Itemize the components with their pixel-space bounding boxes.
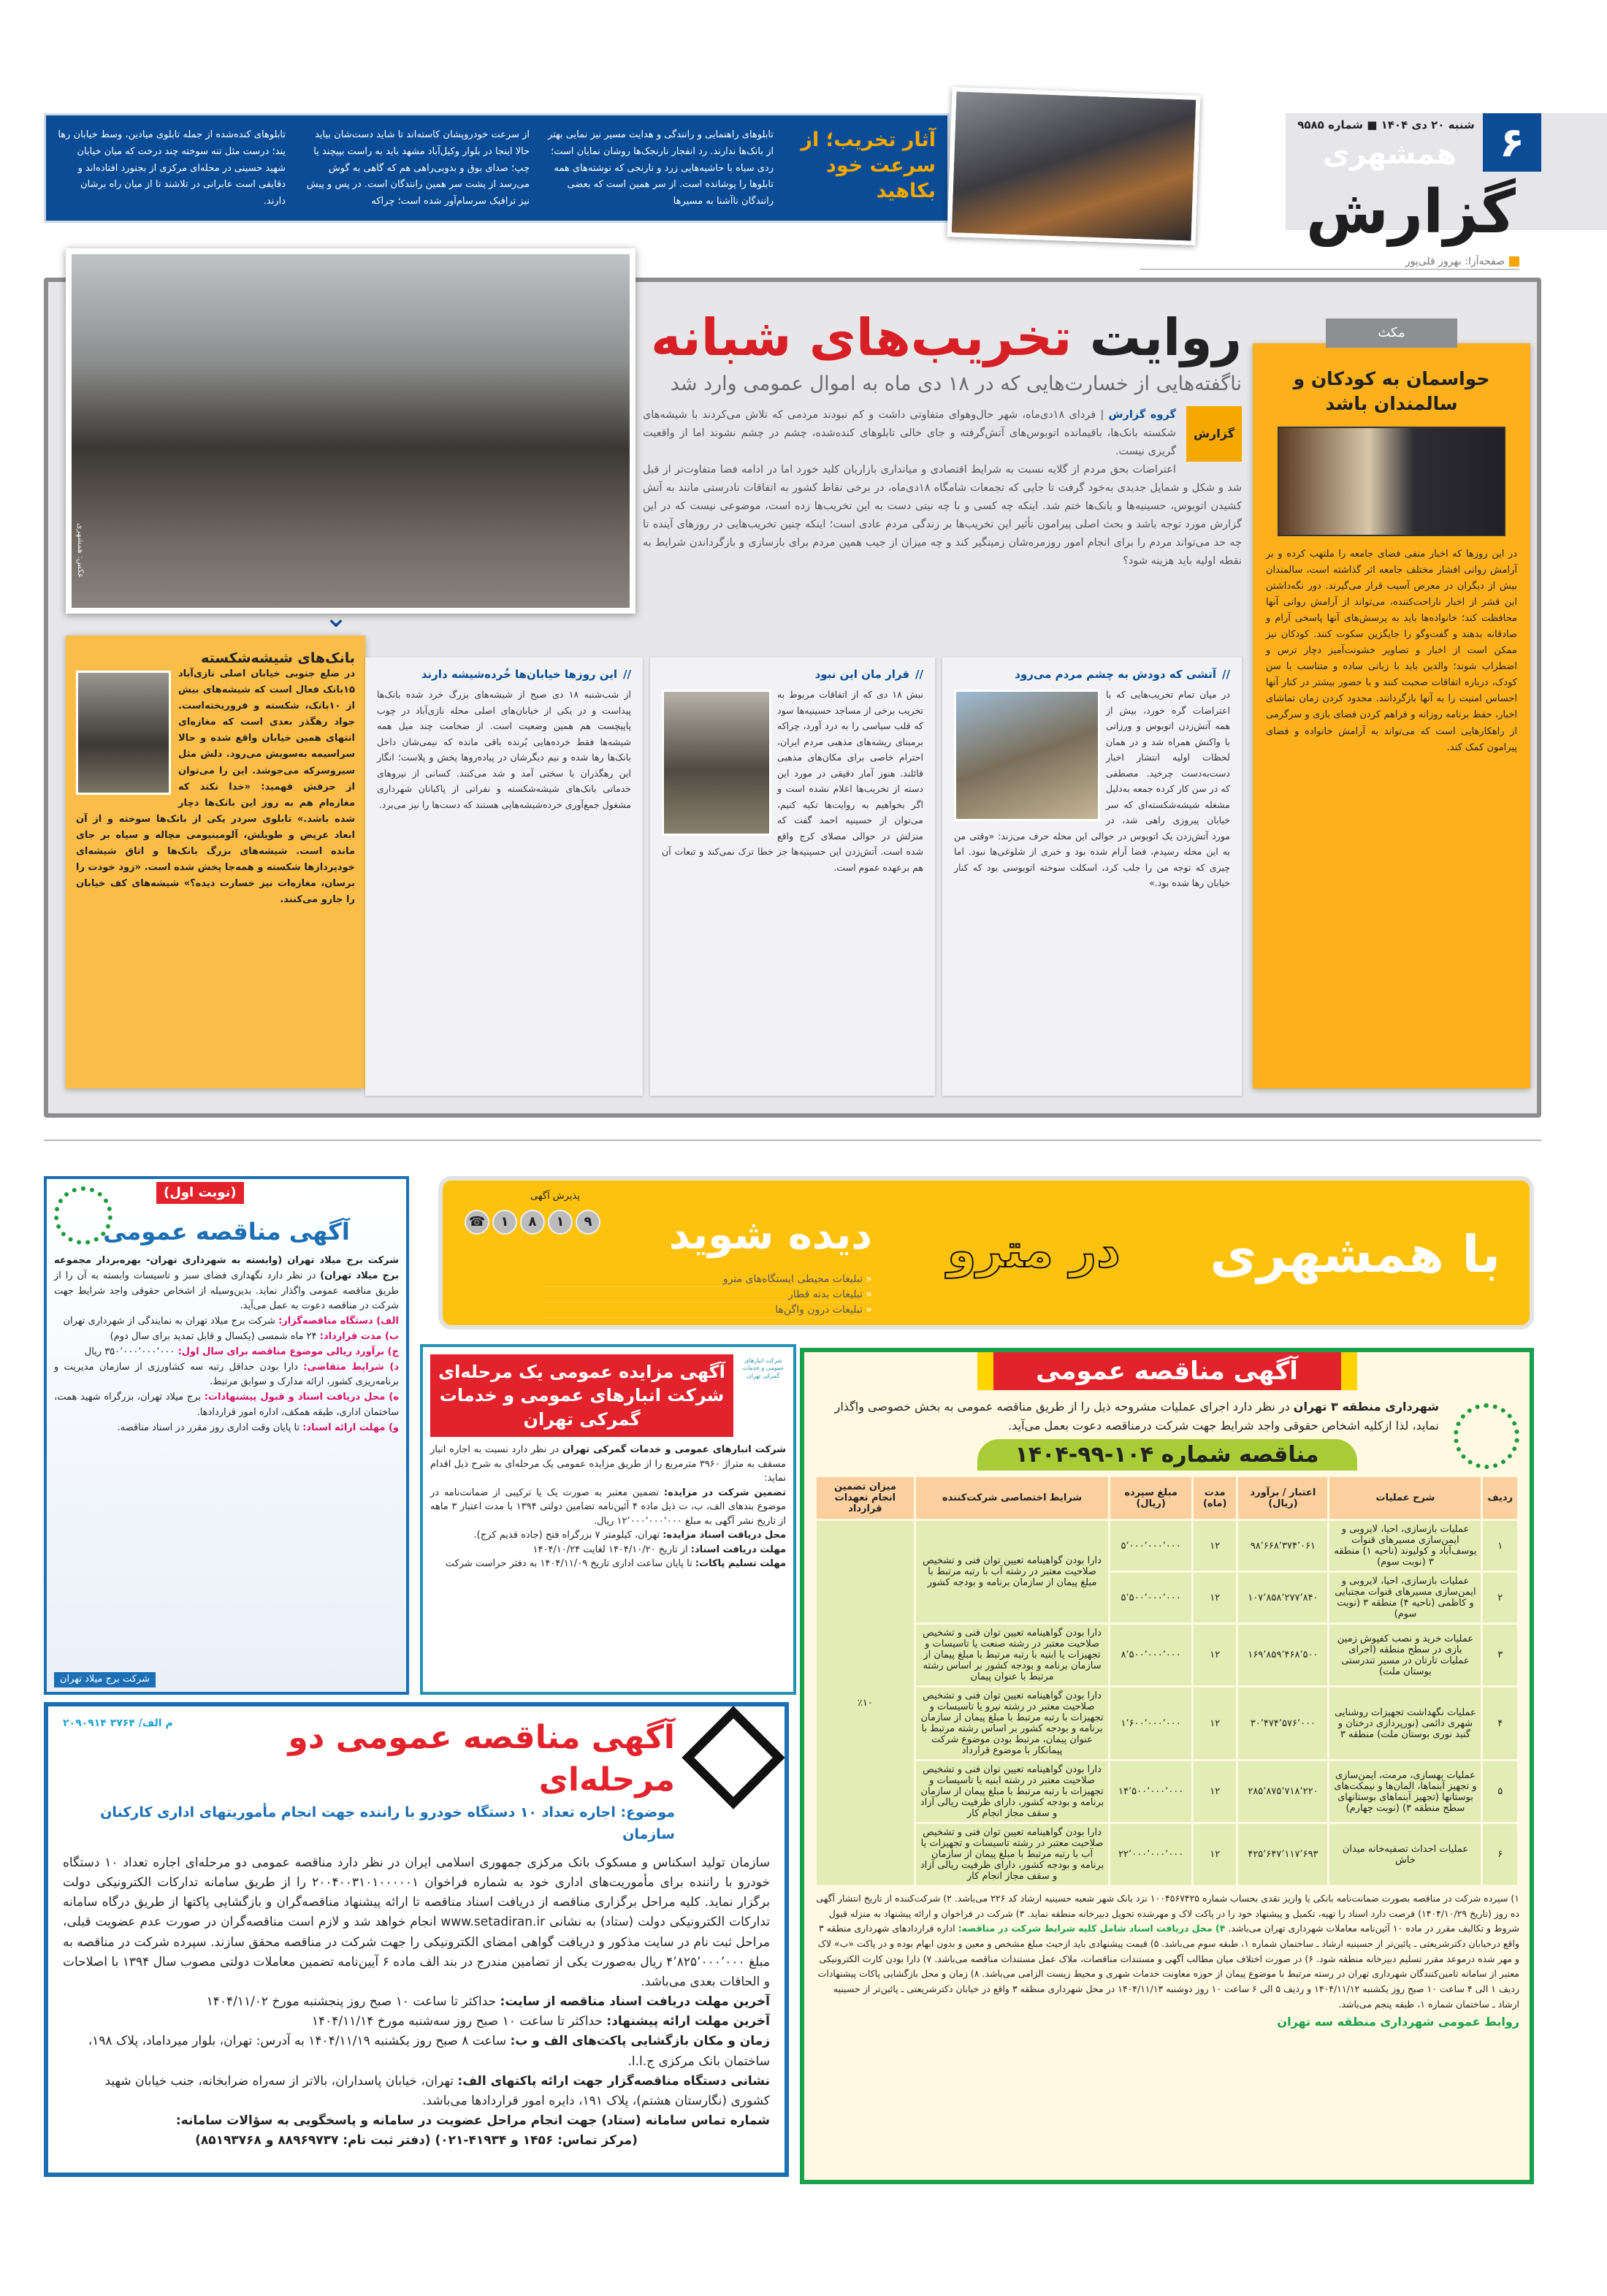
banner-text: با همشهری	[1210, 1224, 1500, 1284]
ad-footer: روابط عمومی شهرداری منطقه سه تهران	[1277, 2015, 1519, 2029]
lead: فردای ۱۸دی‌ماه، شهر حال‌وهوای متفاوتی داشت و کم نبودند مردمی که تلاش می‌کردند با شیشه‌های شکسته بانک‌ها، باقیمانده اتوبوس‌های آتش‌گرفته و جای خالی تابلوهای کنده‌شده، چشم در چشم نشوند اما از واقعیت گریزی نیست.	[643, 409, 1176, 457]
body: اعتراضات بحق مردم از گلایه نسبت به شرایط اقتصادی و میانداری بازاریان کلید خورد اما در ادامه فضا متفاوت‌تر از قبل شد و شکل و شمایل جدیدی به‌خود گرفت تا جایی که تجمعات شامگاه ۱۸دی‌ماه، در برخی نقاط کشور به اتفاقات نادرستی مانند به آتش کشیدن اتوبوس، حسینیه‌ها و بانک‌ها ختم شد. اینکه چه کسی و با چه نیتی دست به این تخریب‌ها زده است، موضوعی نیست که در این گزارش مورد توجه باشد و بحث اصلی پیرامون تأثیر این تخریب‌ها بر زندگی مردم عادی است؛ اینکه چنین تخریب‌هایی در روزهای آینده تا چه حد می‌تواند مردم را برای انجام امور روزمره‌شان زمینگیر کند و چه میزان از جیب همین مردم برای بازسازی و بازگرداندن شرایط به نقطه اولیه باید هزینه شود؟	[643, 463, 1242, 567]
item-text: ۳۵۰٬۰۰۰٬۰۰۰٬۰۰۰ ریال	[84, 1346, 178, 1357]
cell: ۳	[1483, 1625, 1517, 1685]
col-header: مدت (ماه)	[1194, 1477, 1236, 1519]
ad-intro: در نظر دارد نگهداری فضای سبز و تاسیسات وابسته به آن را از طریق مناقصه عمومی واگذار نماید. بدین‌وسیله از اشخاص حقوقی واجد شرایط جهت شرکت در مناقصه دعوت به عمل می‌آید.	[54, 1270, 399, 1312]
photo-credit: عکس: همشهری	[76, 523, 85, 579]
item-text: ۲۴ ماه شمسی (یکسال و قابل تمدید برای سال دوم)	[110, 1330, 320, 1342]
cell: دارا بودن گواهینامه تعیین توان فنی و تشخیص صلاحیت معتبر در رشته آب با رتبه مرتبط با مبلغ پیمان از سازمان برنامه و بودجه کشور	[916, 1521, 1108, 1622]
strip-col: از سرعت خودروپشان کاسته‌اند تا شاید دست‌شان بیاید حالا اینجا در بلوار وکیل‌آباد مشهد باید به راست بپیچند یا چپ؛ صدای بوق و بدوبی‌راهی هم که گاهی به گوش می‌رسد از پشت سر همین رانندگان است. در پس و پیش نیز ترافیک سرسام‌آور شده است؛ چراکه	[306, 129, 530, 207]
line-text: تهران، خیابان پاسداران، بالاتر از سه‌راه ضرابخانه، جنب خیابان شهید کشوری (نگارستان هشتم)، پلاک ۱۹۱، دایره امور قراردادها می‌باشد.	[104, 2073, 770, 2109]
col-header: شرایط اختصاصی شرکت‌کننده	[916, 1477, 1108, 1519]
line-label: آخرین مهلت دریافت اسناد مناقصه از سایت:	[500, 1994, 770, 2010]
cell: عملیات بازسازی، احیا، لایروبی و ایمن‌سازی مسیرهای قنوات یوسف‌آباد و کولیوند (ناحیه ۱) منطقه ۳ (نوبت سوم)	[1329, 1521, 1481, 1571]
contact-numbers: (مرکز تماس: ۱۴۵۶ و ۴۱۹۳۴-۰۲۱) (دفتر ثبت نام: ۸۸۹۶۹۷۳۷ و ۸۵۱۹۳۷۶۸)	[195, 2133, 638, 2148]
page-number: ۶	[1483, 113, 1541, 172]
col-header: شرح عملیات	[1329, 1477, 1481, 1519]
banner-item: « تبلیغات محیطی ایستگاه‌های مترو	[543, 1272, 872, 1287]
banner-list	[543, 1272, 872, 1318]
mosque-photo	[662, 690, 771, 836]
notes-text: اداره قراردادهای شهرداری منطقه ۳ واقع درخیابان دکترشریعتی ـ پائین‌تر از حسینیه ارشاد ـ ساختمان شماره ۱، طبقه سوم می‌باشد. ۵) قیمت پیشنهادی باید ازحیث مبلغ مشخص و معین و بدون ابهام بوده و در پاکت «ب» لاک و مهر شده درموعد مقرر تسلیم دبیرخانه منطقه شود. ۶) در صورت اختلاف میان مطالب آگهی و مستندات مناقصات، ملاک عمل مستندات مناقصه می‌باشد. ۷) دارا بودن کارت الکترونیکی معتبر از سامانه تامین‌کنندگان شهرداری تهران در رسته مرتبط با موضوع پیمان از حوزه معاونت خدمات شهری و محیط زیست الزامی می‌باشد. ۸) زمان و محل بازگشایی پاکات پیشنهادات ردیف ۱ الی ۴ ساعت ۱۰ صبح روز یکشنبه ۱۴۰۴/۱۱/۱۲ و ردیف ۵ الی ۶ ساعت ۱۰ روز دوشنبه ۱۴۰۴/۱۱/۱۳ در محل شهرداری منطقه ۳ واقع در خیابان دکترشریعتی ـ پائین‌تر از حسینیه ارشاد ـ ساختمان شماره ۱، طبقه پنجم می‌باشد.	[817, 1923, 1519, 2010]
cell: ۵٬۵۰۰٬۰۰۰٬۰۰۰	[1110, 1573, 1191, 1622]
cell: ۴۲۵٬۶۴۷٬۱۱۷٬۶۹۳	[1238, 1824, 1327, 1885]
digit: ۸	[520, 1210, 545, 1235]
page-designer	[1140, 256, 1519, 270]
line-label: آخرین مهلت ارائه پیشنهاد:	[606, 2014, 770, 2029]
date-line: شنبه ۲۰ دی ۱۴۰۴ ■ شماره ۹۵۸۵	[1297, 118, 1475, 131]
article-intro: گزارش گروه گزارش | فردای ۱۸دی‌ماه، شهر حال‌وهوای متفاوتی داشت و کم نبودند مردمی که تلاش می‌کردند با شیشه‌های شکسته بانک‌ها، باقیمانده اتوبوس‌های آتش‌گرفته و جای خالی تابلوهای کنده‌شده، چشم در چشم نشوند اما از واقعیت گریزی نیست. اعتراضات بحق مردم از گلایه نسبت به شرایط اقتصادی و میانداری بازاریان کلید خورد اما در ادامه فضا متفاوت‌تر از قبل شد و شکل و شمایل جدیدی به‌خود گرفت تا جایی که تجمعات شامگاه ۱۸دی‌ماه، در برخی نقاط کشور به اتفاقات نادرستی مانند به آتش کشیدن اتوبوس، حسینیه‌ها و بانک‌ها ختم شد. اینکه چه کسی و با چه نیتی دست به این تخریب‌ها زده است، موضوعی نیست که در این گزارش مورد توجه باشد و بحث اصلی پیرامون تأثیر این تخریب‌ها بر زندگی مردم عادی است؛ اینکه چنین تخریب‌هایی در روزهای آینده تا چه حد می‌تواند مردم را برای انجام امور روزمره‌شان زمینگیر کند و چه میزان از جیب همین مردم برای بازسازی و بازگرداندن شرایط به نقطه اولیه باید هزینه شود؟	[643, 406, 1242, 570]
square-icon	[1509, 256, 1519, 267]
ad-intro-bold: شرکت انبارهای عمومی و خدمات گمرکی تهران	[562, 1444, 787, 1456]
cell: ۴	[1483, 1687, 1517, 1759]
metro-ad-banner	[438, 1176, 1534, 1330]
chevron-down-icon: ⌄	[324, 600, 348, 634]
column-title: // قرار مان این نبود	[662, 668, 923, 681]
headline-red: تخریب‌های شبانه	[650, 308, 1072, 367]
section-title: گزارش	[1305, 178, 1516, 247]
column-body: در ضلع جنوبی خیابان اصلی نازی‌آباد ۱۵بانک فعال است که شیشه‌های بیش از ۱۰بانک، شکسته و فروریخته‌است. جواد رهگذر بعدی است که مغازه‌ای انتهای همین خیابان واقع شده و حالا سراسیمه به‌سویش می‌رود. دلش مثل سیروسرکه می‌جوشد. این را می‌توان از حرفش فهمید: «خدا نکند که مغازه‌ام هم به روز این بانک‌ها دچار شده باشد.» تابلوی سردر یکی از بانک‌ها سوخته و از آن ابعاد عریض و طویلش، آلومینیومی مچاله و سیاه بر جای مانده است. شیشه‌های بزرگ بانک‌ها و اتاق شیشه‌ای خودپردازها شکسته و همه‌جا پخش شده است. «زود خودت را برسان، مغازه‌ات نیز خسارت دیده؟» شیشه‌های کف خیابان را جارو می‌کنند.	[76, 668, 355, 906]
cell: ۱۰۷٬۸۵۸٬۲۷۷٬۸۴۰	[1238, 1573, 1327, 1622]
cell: عملیات بهسازی، مرمت، ایمن‌سازی و تجهیز آبنماها، المان‌ها و نیمکت‌های بوستانها (تجهیز آبنماهای بوستانهای سطح منطقه ۳) (نوبت چهارم)	[1329, 1761, 1481, 1822]
column-title: بانک‌های شیشه‌شکسته	[201, 650, 355, 666]
bank-photo	[76, 671, 171, 795]
contact-title: شماره تماس سامانه (ستاد) جهت انجام مراحل عضویت در سامانه و پاسخگویی به سؤالات سامانه:	[175, 2113, 770, 2129]
byline: گروه گزارش	[1108, 409, 1176, 421]
column-body: از شب‌شنبه ۱۸ دی صبح از شیشه‌های بزرگ خرد شده بانک‌ها پیداست و در یکی از خیابان‌های اصلی محله نازی‌آباد در چوب پاپیچست هم همین وضعیت است. از ضخامت چند میل همه شیشه‌ها فقط خرده‌هایی بُرنده باقی مانده که نیمی‌شان داخل بانک‌ها رها شده و نیم دیگرشان در پیاده‌روها پخش و پلاست؛ انگار این رهگذران با سختی آمد و شد می‌کنند. کسانی از نیروهای خدماتی بانک‌های شیشه‌شکسته و نفراتی از پاکبانان شهرداری مشغول جمع‌آوری خرده‌شیشه‌هایی هستند که دست‌ها را نیز می‌برد.	[377, 689, 631, 810]
ad-title: آگهی مناقصه عمومی دو مرحله‌ای	[288, 1719, 675, 1799]
digit: ۱	[548, 1210, 573, 1235]
item-label: محل دریافت اسناد مزایده:	[663, 1530, 786, 1541]
child-tv-photo	[1278, 427, 1505, 536]
tehran-municipality-logo	[1454, 1403, 1519, 1469]
cell: ۱۴٬۵۰۰٬۰۰۰٬۰۰۰	[1110, 1761, 1191, 1822]
col-header: ردیف	[1483, 1477, 1517, 1519]
cell: عملیات خرید و نصب کفپوش زمین بازی در سطح منطقه (اجرای عملیات تارتان در مسیر تندرستی بوستان ملت)	[1329, 1625, 1481, 1685]
cell: ۱٬۶۰۰٬۰۰۰٬۰۰۰	[1110, 1687, 1191, 1759]
banner-item: « تبلیغات بدنه قطار	[543, 1287, 872, 1303]
column	[650, 657, 935, 1096]
table-row	[817, 1687, 1517, 1759]
column-title: // آتشی که دودش به چشم مردم می‌رود	[954, 668, 1230, 681]
tehran-municipality-logo	[54, 1186, 112, 1245]
item-text: دارا بودن حداقل رتبه سه کشاورزی از سازمان مدیریت و برنامه‌ریزی کشور، ارائه مدارک و سوابق مرتبط.	[54, 1361, 399, 1388]
cell: دارا بودن گواهینامه تعیین توان فنی و تشخیص صلاحیت معتبر در رشته ابنیه یا تاسیسات و تجهیزات با رتبه مرتبط با مبلغ پیمان از سازمان برنامه و بودجه کشور، دارای ظرفیت ریالی آزاد و سقف مجاز انجام کار	[916, 1761, 1108, 1822]
cell: ۸٬۵۰۰٬۰۰۰٬۰۰۰	[1110, 1625, 1191, 1685]
item-text: تا پایان وقت اداری روز مقرر در اسناد مناقصه.	[117, 1422, 303, 1433]
cell: ۱۲	[1194, 1573, 1236, 1622]
item-label: الف) دستگاه مناقصه‌گزار:	[278, 1316, 399, 1327]
ad-intro-bold: شرکت برج میلاد تهران (وابسته به شهرداری تهران- بهره‌بردار مجموعه برج میلاد تهران)	[54, 1255, 399, 1281]
brand-logo: همشهری	[1322, 137, 1457, 171]
customs-logo: شرکت انبارهای عمومی و خدمات گمرکی تهران	[742, 1357, 785, 1379]
table-row	[817, 1761, 1517, 1822]
digit: ۱	[492, 1210, 517, 1235]
line-label: زمان و مکان بازگشایی پاکت‌های الف و ب:	[510, 2034, 770, 2049]
cell: ۱	[1483, 1521, 1517, 1571]
cell: دارا بودن گواهینامه تعیین توان فنی و تشخیص صلاحیت معتبر در رشته صنعت یا تاسیسات و تجهیزات یا ابنیه با رتبه مرتبط با مبلغ پیمان از سازمان برنامه و بودجه کشور بر اساس رشته مرتبط با عنوان پیمان	[916, 1625, 1108, 1685]
cell: عملیات احداث تصفیه‌خانه میدان خاش	[1329, 1824, 1481, 1885]
ad-title: آگهی مزایده عمومی یک مرحله‌ای شرکت انبارهای عمومی و خدمات گمرکی تهران	[430, 1354, 733, 1437]
ad-code: م الف/ ۳۷۶۴ ۲۰۹۰۹۱۴	[63, 1717, 173, 1729]
notes-text: ۱) سپرده شرکت در مناقصه بصورت ضمانت‌نامه بانکی یا واریز نقدی بحساب شماره ۱۰۰۴۵۶۷۴۲۵ نزد بانک شهر شعبه حسینیه ارشاد کد ۲۲۶ می‌باشد. ۲) شرکت‌کننده از تاریخ انتشار آگهی ده روز (تاریخ ۱۴۰۴/۱۰/۲۹) فرصت دارد اسناد را تهیه، تکمیل و پیشنهاد خود را در پاکت لاک و مهرشده تحویل دبیرخانه منطقه نماید. ۳) شرکت در فراخوان و ارائه پیشنهاد به منزله قبول شروط و تکالیف مقرر در ماده ۱۰ آئین‌نامه معاملات شهرداری تهران می‌باشد.	[816, 1893, 1519, 1934]
top-strip	[44, 113, 950, 223]
digit: ۹	[576, 1210, 600, 1235]
cell: ۱۲	[1194, 1625, 1236, 1685]
column-box	[66, 636, 365, 1088]
column-title: // این روزها خیابان‌ها خُرده‌شیشه دارند	[377, 668, 631, 681]
cell: ۱۲	[1194, 1687, 1236, 1759]
burned-building-photo	[66, 248, 635, 614]
ad-intro: در نظر دارد نسبت به اجاره انبار مسقف به متراژ ۳۹۶۰ مترمربع را از طریق مزایده عمومی یک مرحله‌ای به شرح ذیل اقدام نماید:	[430, 1444, 786, 1484]
table-row	[817, 1824, 1517, 1885]
item-label: ب) مدت قرارداد:	[319, 1330, 399, 1342]
customs-auction-ad	[420, 1344, 796, 1695]
ad-subject: موضوع: اجاره تعداد ۱۰ دستگاه خودرو با راننده جهت انجام مأموریتهای اداری کارکنان سازمان	[100, 1804, 675, 1843]
item-label: ه) محل دریافت اسناد و قبول پیشنهادات:	[204, 1392, 399, 1403]
item-text: تهران، کیلومتر ۷ بزرگراه فتح (جاده قدیم کرج).	[473, 1530, 663, 1541]
cell: ٪۱۰	[817, 1521, 914, 1885]
item-label: و) مهلت ارائه اسناد:	[302, 1422, 399, 1433]
ad-footer: شرکت برج میلاد تهران	[54, 1672, 156, 1687]
milad-tender-ad	[44, 1176, 409, 1695]
col-header: میزان تضمین انجام تعهدات قرارداد	[817, 1477, 914, 1519]
subtitle: ناگفته‌هایی از خسارت‌هایی که در ۱۸ دی ماه به اموال عمومی وارد شد	[670, 373, 1242, 395]
banner-text: دیده شوید	[668, 1211, 872, 1259]
col-header: مبلغ سپرده (ریال)	[1110, 1477, 1191, 1519]
ad-title: آگهی مناقصه عمومی	[103, 1218, 350, 1246]
cell: ۲۸۵٬۸۷۵٬۷۱۸٬۲۲۰	[1238, 1761, 1327, 1822]
headline	[643, 307, 1242, 368]
item-label: تضمین شرکت در مزایده:	[663, 1487, 786, 1498]
divider	[44, 1140, 1541, 1141]
strip-col: تابلوهای راهنمایی و رانندگی و هدایت مسیر نیز نمایی بهتر از بانک‌ها ندارند. رد انفجار نارنجک‌ها روشان نمایان است؛ ردی سیاه با حاشیه‌هایی زرد و نارنجی که نوشته‌های همه تابلوها را پوشانده است. از سر همین است که بعضی رانندگان ناآشنا به مسیرها	[547, 129, 774, 207]
table-row	[817, 1521, 1517, 1571]
cell: ۳۰٬۴۷۴٬۵۷۶٬۰۰۰	[1238, 1687, 1327, 1759]
item-label: مهلت دریافت اسناد:	[690, 1544, 786, 1555]
line-label: نشانی دستگاه مناقصه‌گزار جهت ارائه پاکتهای الف:	[457, 2073, 770, 2089]
sidebar-body: در این روزها که اخبار منفی فضای جامعه را ملتهب کرده و بر آرامش روانی افشار مختلف جامعه اثر گذاشته است، سالمندان بیش از دیگران در معرض آسیب قرار می‌گیرند. دور نگه‌داشتن این قشر از اخبار ناراحت‌کننده، می‌تواند از آرامش روانی آنها محافظت کند؛ خانواده‌ها باید به پرسش‌های آنها پاسخی آرام و صادقانه بدهند و گفت‌وگو را جایگزین سکوت کنند. کودکان نیز ممکن است از اخبار و تصاویر خشونت‌آمیز دچار ترس و اضطراب شوند؛ والدین باید با زبانی ساده و متناسب با سن کودک، درباره اتفاقات صحبت کنند و با حضور بیشتر در کنار آنها احساس امنیت را به آنها بازگردانند. محدود کردن زمان تماشای اخبار، حفظ برنامه روزانه و فراهم کردن فضای بازی و سرگرمی از راهکارهایی است که می‌تواند به آرامش خانواده و فضای پیرامون کمک کند.	[1266, 548, 1517, 753]
cell: ۱۶۹٬۸۵۹٬۴۶۸٬۵۰۰	[1238, 1625, 1327, 1685]
strip-col: تابلوهای کنده‌شده از جمله تابلوی میادین، وسط خیابان رها یند؛ درست مثل تنه سوخته چند درخت که میان خیابان شهید حسینی در محله‌ای مرکزی از بجنورد افتاده‌اند و دقایقی است عابرانی در تلاشند تا از میان راه برشان دارند.	[58, 129, 286, 207]
cell: عملیات بازسازی، احیا، لایروبی و ایمن‌سازی مسیرهای قنوات مجتبایی و کاظمی (ناحیه ۴) منطقه ۳ (نوبت سوم)	[1329, 1573, 1481, 1622]
notes-label: ۴) محل دریافت اسناد شامل کلیه شرایط شرکت در مناقصه:	[958, 1923, 1226, 1934]
accept-label: پذیرش آگهی	[530, 1191, 580, 1202]
banner-item: « تبلیغات درون واگن‌ها	[543, 1303, 872, 1318]
bus-photo	[954, 690, 1100, 821]
street-photo	[947, 87, 1201, 245]
tender-number: مناقصه شماره ۱۰۴-۹۹-۱۴۰۴	[977, 1439, 1357, 1471]
cell: دارا بودن گواهینامه تعیین توان فنی و تشخیص صلاحیت معتبر در رشته تاسیسات و تجهیزات یا آب با رتبه مرتبط با مبلغ پیمان از سازمان برنامه و بودجه کشور، دارای ظرفیت ریالی آزاد و سقف مجاز انجام کار	[916, 1824, 1108, 1885]
column-body: نبش ۱۸ دی که از اتفاقات مربوط به تخریب برخی از مساجد حسینیه‌ها سود که قلب سیاسی را به درد آورد، چراکه برمبنای ریشه‌های مذهبی مردم ایران، احترام خاصی برای مکان‌های مذهبی قائلند. هنوز آمار دقیقی در مورد این دسته از تخریب‌ها اعلام نشده است و اگر بخواهیم به روایت‌ها تکیه کنیم، می‌توان از حسینیه احمد گفت که منزلش در حوالی مصلای کرج واقع شده است. آتش‌زدن این حسینیه‌ها جز خطا ترک نمی‌کند و تبعات آن هم برعهده عموم است.	[662, 689, 923, 873]
cell: ۲۲٬۰۰۰٬۰۰۰٬۰۰۰	[1110, 1824, 1191, 1885]
item-label: مهلت تسلیم پاکات:	[695, 1558, 786, 1570]
cell: ۹۸٬۶۶۸٬۳۷۴٬۰۶۱	[1238, 1521, 1327, 1571]
item-text: از تاریخ ۱۴۰۴/۱۰/۲۰ لغایت ۱۴۰۴/۱۰/۲۴	[533, 1544, 691, 1555]
column	[942, 657, 1242, 1096]
cell: ۱۲	[1194, 1521, 1236, 1571]
mint-tender-ad	[44, 1702, 789, 2177]
cell: عملیات نگهداشت تجهیزات روشنایی شهری دائمی (نورپردازی درختان و گنبد نوری بوستان ملت) منطقه ۳	[1329, 1687, 1481, 1759]
table-row	[817, 1625, 1517, 1685]
round-badge: (نوبت اول)	[156, 1182, 244, 1204]
cell: ۵	[1483, 1761, 1517, 1822]
district3-tender-ad	[800, 1348, 1534, 2184]
article-header	[643, 307, 1242, 570]
report-tag: گزارش	[1186, 406, 1242, 462]
line-text: ساعت ۸ صبح روز یکشنبه ۱۴۰۴/۱۱/۱۹ به آدرس: تهران، بلوار میرداماد، پلاک ۱۹۸، ساختمان بانک مرکزی ج.ا.ا.	[88, 2034, 770, 2069]
column-body: در میان تمام تخریب‌هایی که با اعتراضات گره خورد، بیش از همه آتش‌زدن اتوبوس و ورزاتی با واکنش همراه شد و در همان لحظات اولیه انتشار اخبار دست‌به‌دست چرخید. مصطفی که در سن کار کرده جمعه به‌دلیل مشغله شیشه‌شکسته‌ای که سر خیابان پیروزی راهی شد، در مورد آتش‌زدن یک اتوبوس در حوالی این محله حرف می‌زند: «وقتی من به این محله رسیدم، فضا آرام شده بود و خبری از شلوغی‌ها نبود. اما چیزی که توجه من را جلب کرد، اسکلت سوخته اتوبوسی بود که کنار خیابان رها شده بود.»	[954, 689, 1230, 888]
item-text: برج میلاد تهران، بزرگراه شهید همت، ساختمان اداری، طبقه همکف، اداره امور قراردادها.	[54, 1392, 399, 1418]
cell: ۵٬۰۰۰٬۰۰۰٬۰۰۰	[1110, 1521, 1191, 1571]
line-text: حداکثر تا ساعت ۱۰ صبح روز سه‌شنبه مورخ ۱۴۰۴/۱۱/۱۴	[311, 2014, 607, 2029]
cell: ۱۲	[1194, 1761, 1236, 1822]
item-text: تا پایان ساعت اداری تاریخ ۱۴۰۴/۱۱/۰۹ به دفتر حراست شرکت	[445, 1558, 695, 1570]
central-bank-logo	[682, 1706, 785, 1809]
line-text: حداکثر تا ساعت ۱۰ صبح روز پنجشنبه مورخ ۱۴۰۴/۱۱/۰۲	[206, 1994, 500, 2010]
ad-title: آگهی مناقصه عمومی	[977, 1352, 1357, 1390]
column	[365, 657, 643, 1096]
cell: ۶	[1483, 1824, 1517, 1885]
item-label: ج) برآورد ریالی موضوع مناقصه برای سال اول:	[178, 1346, 399, 1357]
item-label: د) شرایط متقاضی:	[303, 1361, 399, 1373]
item-text: تضمین معتبر به صورت یک یا ترکیبی از ضمانت‌نامه در موضوع بندهای الف، ب، ت ذیل ماده ۴ آئین‌نامه تضامین دولتی ۱۳۹۴ با مدت اعتبار ۳ ماهه از تاریخ نشر آگهی به مبلغ ۱۲٬۰۰۰٬۰۰۰٬۰۰۰ ریال.	[430, 1487, 786, 1527]
sidebar-label: مکث	[1326, 319, 1457, 348]
cell: ۱۲	[1194, 1824, 1236, 1885]
col-header: اعتبار / برآورد (ریال)	[1238, 1477, 1327, 1519]
banner-text: در مترو	[947, 1224, 1121, 1278]
sidebar-box	[1253, 325, 1530, 1088]
sidebar-title: حواسمان به کودکان و سالمندان باشد	[1293, 368, 1490, 414]
cell: دارا بودن گواهینامه تعیین توان فنی و تشخیص صلاحیت معتبر در رشته نیرو یا تاسیسات و تجهیزات با رتبه مرتبط با مبلغ پیمان از سازمان برنامه و بودجه کشور بر اساس رشته مرتبط با عنوان پیمان، مرتبط بودن موضوع شرکت پیمانکار با موضوع قرارداد	[916, 1687, 1108, 1759]
tender-notes	[814, 1891, 1519, 2012]
item-text: شرکت برج میلاد تهران به نمایندگی از شهرداری تهران	[63, 1316, 279, 1327]
ad-body: سازمان تولید اسکناس و مسکوک بانک مرکزی جمهوری اسلامی ایران در نظر دارد مناقصه عمومی دو مرحله‌ای اجاره تعداد ۱۰ دستگاه خودرو با راننده برای مأموریت‌های اداری خود به شماره فراخوان ۲۰۰۴۰۰۳۱۰۱۰۰۰۰۰۱ را از طریق سامانه تدارکات الکترونیکی دولت برگزار نماید. کلیه مراحل برگزاری مناقصه از دریافت اسناد مناقصه تا ارائه پیشنهاد مناقصه‌گران و بازگشایی پاکتها از طریق درگاه سامانه تدارکات الکترونیکی دولت (ستاد) به نشانی www.setadiran.ir انجام خواهد شد و لازم است مناقصه‌گران در صورت عدم عضویت قبلی، مراحل ثبت نام در سایت مذکور و دریافت گواهی امضای الکترونیکی را جهت شرکت در مناقصه محقق سازند. سپرده شرکت در مناقصه به مبلغ ۴٬۸۲۵٬۰۰۰٬۰۰۰ ریال به‌صورت یکی از تضامین مندرج در بند الف ماده ۶ آیین‌نامه تضمین معاملات دولتی مصوب سال ۱۳۹۴ با اصلاحات و الحاقات بعدی می‌باشد.	[63, 1855, 771, 1989]
designer-name: صفحه‌آرا: بهروز قلی‌پور	[1405, 256, 1505, 267]
ad-intro: در نظر دارد اجرای عملیات مشروحه ذیل را از طریق مناقصه عمومی به بخش خصوصی واگذار نماید، لذا ازکلیه اشخاص حقوقی واجد شرایط جهت شرکت درمناقصه دعوت بعمل می‌آید.	[834, 1400, 1439, 1433]
phone-icon: ☎	[465, 1210, 489, 1235]
headline-black: روایت	[1089, 308, 1242, 367]
strip-title: آثار تخریب؛ از سرعت خود بکاهید	[801, 129, 936, 203]
cell: ۲	[1483, 1573, 1517, 1622]
ad-intro-bold: شهرداری منطقه ۳ تهران	[1293, 1400, 1439, 1414]
phone-number	[465, 1210, 600, 1235]
tender-table	[814, 1475, 1519, 1887]
